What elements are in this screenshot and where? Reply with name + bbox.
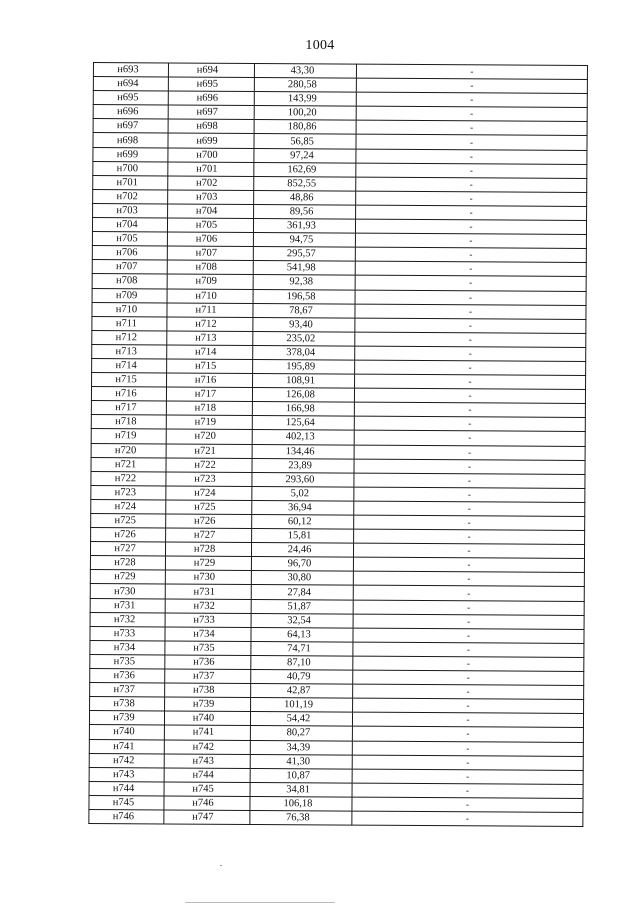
note-cell: - bbox=[355, 247, 586, 263]
length-cell: 54,42 bbox=[250, 712, 352, 727]
to-point-cell: н694 bbox=[168, 63, 254, 78]
note-cell: - bbox=[353, 628, 584, 644]
to-point-cell: н710 bbox=[167, 288, 253, 303]
note-cell: - bbox=[352, 712, 583, 728]
from-point-cell: н726 bbox=[91, 528, 166, 543]
page-bottom-rule bbox=[185, 902, 335, 903]
length-cell: 42,87 bbox=[251, 684, 353, 699]
length-cell: 108,91 bbox=[253, 374, 355, 389]
length-cell: 23,89 bbox=[252, 458, 354, 473]
to-point-cell: н702 bbox=[168, 176, 254, 191]
from-point-cell: н733 bbox=[90, 626, 165, 641]
to-point-cell: н716 bbox=[167, 373, 253, 388]
from-point-cell: н742 bbox=[89, 753, 164, 768]
from-point-cell: н705 bbox=[92, 232, 167, 247]
to-point-cell: н731 bbox=[165, 584, 251, 599]
note-cell: - bbox=[353, 600, 584, 616]
from-point-cell: н740 bbox=[89, 725, 164, 740]
note-cell: - bbox=[353, 571, 584, 587]
note-cell: - bbox=[354, 501, 585, 517]
length-cell: 96,70 bbox=[251, 557, 353, 572]
note-cell: - bbox=[352, 797, 583, 813]
note-cell: - bbox=[354, 416, 585, 432]
table-row bbox=[89, 809, 583, 826]
note-cell: - bbox=[355, 318, 586, 334]
length-cell: 92,38 bbox=[253, 275, 355, 290]
to-point-cell: н735 bbox=[165, 641, 251, 656]
from-point-cell: н714 bbox=[92, 358, 167, 373]
length-cell: 51,87 bbox=[251, 599, 353, 614]
note-cell: - bbox=[352, 811, 583, 827]
note-cell: - bbox=[355, 332, 586, 348]
note-cell: - bbox=[353, 586, 584, 602]
from-point-cell: н723 bbox=[91, 485, 166, 500]
from-point-cell: н711 bbox=[92, 316, 167, 331]
from-point-cell: н727 bbox=[90, 542, 165, 557]
length-cell: 195,89 bbox=[253, 359, 355, 374]
note-cell: - bbox=[353, 698, 584, 714]
from-point-cell: н738 bbox=[90, 697, 165, 712]
scan-mark bbox=[220, 865, 222, 866]
note-cell: - bbox=[356, 64, 587, 80]
to-point-cell: н701 bbox=[168, 162, 254, 177]
to-point-cell: н741 bbox=[164, 725, 250, 740]
length-cell: 94,75 bbox=[253, 233, 355, 248]
note-cell: - bbox=[356, 163, 587, 179]
length-cell: 180,86 bbox=[254, 120, 356, 135]
from-point-cell: н712 bbox=[92, 330, 167, 345]
length-cell: 295,57 bbox=[253, 247, 355, 262]
to-point-cell: н726 bbox=[166, 514, 252, 529]
to-point-cell: н736 bbox=[165, 655, 251, 670]
from-point-cell: н720 bbox=[91, 443, 166, 458]
note-cell: - bbox=[354, 388, 585, 404]
from-point-cell: н722 bbox=[91, 471, 166, 486]
from-point-cell: н715 bbox=[92, 373, 167, 388]
length-cell: 541,98 bbox=[253, 261, 355, 276]
to-point-cell: н696 bbox=[168, 91, 254, 106]
note-cell: - bbox=[352, 769, 583, 785]
length-cell: 36,94 bbox=[252, 500, 354, 515]
length-cell: 40,79 bbox=[251, 670, 353, 685]
note-cell: - bbox=[355, 276, 586, 292]
from-point-cell: н708 bbox=[92, 274, 167, 289]
length-cell: 76,38 bbox=[250, 810, 352, 825]
note-cell: - bbox=[352, 755, 583, 771]
length-cell: 196,58 bbox=[253, 289, 355, 304]
length-cell: 125,64 bbox=[252, 416, 354, 431]
length-cell: 74,71 bbox=[251, 641, 353, 656]
to-point-cell: н742 bbox=[164, 739, 250, 754]
from-point-cell: н697 bbox=[93, 119, 168, 134]
from-point-cell: н709 bbox=[92, 288, 167, 303]
to-point-cell: н704 bbox=[168, 204, 254, 219]
from-point-cell: н703 bbox=[93, 203, 168, 218]
to-point-cell: н730 bbox=[165, 570, 251, 585]
boundary-table-wrapper bbox=[88, 62, 588, 827]
from-point-cell: н735 bbox=[90, 654, 165, 669]
to-point-cell: н728 bbox=[165, 542, 251, 557]
from-point-cell: н739 bbox=[89, 711, 164, 726]
to-point-cell: н737 bbox=[165, 669, 251, 684]
note-cell: - bbox=[355, 374, 586, 390]
length-cell: 100,20 bbox=[254, 106, 356, 121]
length-cell: 78,67 bbox=[253, 303, 355, 318]
length-cell: 166,98 bbox=[252, 402, 354, 417]
to-point-cell: н738 bbox=[165, 683, 251, 698]
to-point-cell: н698 bbox=[168, 119, 254, 134]
length-cell: 143,99 bbox=[254, 92, 356, 107]
to-point-cell: н708 bbox=[167, 260, 253, 275]
note-cell: - bbox=[353, 557, 584, 573]
to-point-cell: н719 bbox=[166, 415, 252, 430]
length-cell: 24,46 bbox=[251, 543, 353, 558]
from-point-cell: н745 bbox=[89, 795, 164, 810]
length-cell: 56,85 bbox=[254, 134, 356, 149]
note-cell: - bbox=[355, 261, 586, 277]
length-cell: 97,24 bbox=[254, 148, 356, 163]
to-point-cell: н745 bbox=[164, 782, 250, 797]
length-cell: 10,87 bbox=[250, 768, 352, 783]
note-cell: - bbox=[356, 92, 587, 108]
note-cell: - bbox=[356, 149, 587, 165]
note-cell: - bbox=[355, 233, 586, 249]
from-point-cell: н730 bbox=[90, 584, 165, 599]
length-cell: 60,12 bbox=[252, 514, 354, 529]
to-point-cell: н727 bbox=[166, 528, 252, 543]
from-point-cell: н729 bbox=[90, 570, 165, 585]
to-point-cell: н723 bbox=[166, 472, 252, 487]
to-point-cell: н717 bbox=[166, 387, 252, 402]
to-point-cell: н734 bbox=[165, 627, 251, 642]
length-cell: 15,81 bbox=[252, 529, 354, 544]
from-point-cell: н701 bbox=[93, 175, 168, 190]
from-point-cell: н718 bbox=[91, 415, 166, 430]
from-point-cell: н746 bbox=[89, 809, 164, 824]
note-cell: - bbox=[354, 445, 585, 461]
note-cell: - bbox=[353, 656, 584, 672]
from-point-cell: н719 bbox=[91, 429, 166, 444]
to-point-cell: н732 bbox=[165, 599, 251, 614]
from-point-cell: н725 bbox=[91, 513, 166, 528]
length-cell: 280,58 bbox=[254, 78, 356, 93]
note-cell: - bbox=[356, 78, 587, 94]
note-cell: - bbox=[352, 783, 583, 799]
length-cell: 64,13 bbox=[251, 627, 353, 642]
note-cell: - bbox=[354, 473, 585, 489]
to-point-cell: н722 bbox=[166, 458, 252, 473]
length-cell: 134,46 bbox=[252, 444, 354, 459]
length-cell: 27,84 bbox=[251, 585, 353, 600]
length-cell: 852,55 bbox=[254, 176, 356, 191]
note-cell: - bbox=[354, 529, 585, 545]
note-cell: - bbox=[352, 727, 583, 743]
from-point-cell: н717 bbox=[91, 401, 166, 416]
from-point-cell: н695 bbox=[93, 91, 168, 106]
note-cell: - bbox=[355, 346, 586, 362]
length-cell: 361,93 bbox=[253, 219, 355, 234]
table-body bbox=[89, 63, 588, 827]
note-cell: - bbox=[354, 402, 585, 418]
from-point-cell: н724 bbox=[91, 499, 166, 514]
from-point-cell: н710 bbox=[92, 302, 167, 317]
from-point-cell: н743 bbox=[89, 767, 164, 782]
from-point-cell: н707 bbox=[92, 260, 167, 275]
from-point-cell: н734 bbox=[90, 640, 165, 655]
from-point-cell: н693 bbox=[93, 63, 168, 78]
length-cell: 235,02 bbox=[253, 331, 355, 346]
note-cell: - bbox=[356, 106, 587, 122]
to-point-cell: н724 bbox=[166, 486, 252, 501]
from-point-cell: н741 bbox=[89, 739, 164, 754]
to-point-cell: н746 bbox=[164, 796, 250, 811]
note-cell: - bbox=[353, 684, 584, 700]
to-point-cell: н713 bbox=[167, 331, 253, 346]
to-point-cell: н720 bbox=[166, 429, 252, 444]
to-point-cell: н725 bbox=[166, 500, 252, 515]
note-cell: - bbox=[354, 487, 585, 503]
from-point-cell: н737 bbox=[90, 683, 165, 698]
length-cell: 378,04 bbox=[253, 345, 355, 360]
note-cell: - bbox=[354, 459, 585, 475]
note-cell: - bbox=[356, 191, 587, 207]
from-point-cell: н713 bbox=[92, 344, 167, 359]
to-point-cell: н718 bbox=[166, 401, 252, 416]
to-point-cell: н743 bbox=[164, 754, 250, 769]
from-point-cell: н744 bbox=[89, 781, 164, 796]
to-point-cell: н703 bbox=[168, 190, 254, 205]
note-cell: - bbox=[355, 360, 586, 376]
length-cell: 43,30 bbox=[254, 63, 356, 78]
to-point-cell: н715 bbox=[167, 359, 253, 374]
to-point-cell: н744 bbox=[164, 768, 250, 783]
note-cell: - bbox=[352, 741, 583, 757]
to-point-cell: н729 bbox=[165, 556, 251, 571]
length-cell: 293,60 bbox=[252, 472, 354, 487]
to-point-cell: н695 bbox=[168, 77, 254, 92]
length-cell: 87,10 bbox=[251, 655, 353, 670]
note-cell: - bbox=[355, 219, 586, 235]
to-point-cell: н740 bbox=[164, 711, 250, 726]
to-point-cell: н707 bbox=[167, 246, 253, 261]
from-point-cell: н698 bbox=[93, 133, 168, 148]
length-cell: 30,80 bbox=[251, 571, 353, 586]
note-cell: - bbox=[354, 515, 585, 531]
to-point-cell: н697 bbox=[168, 105, 254, 120]
length-cell: 93,40 bbox=[253, 317, 355, 332]
from-point-cell: н736 bbox=[90, 669, 165, 684]
from-point-cell: н732 bbox=[90, 612, 165, 627]
note-cell: - bbox=[353, 614, 584, 630]
length-cell: 106,18 bbox=[250, 796, 352, 811]
from-point-cell: н694 bbox=[93, 77, 168, 92]
from-point-cell: н702 bbox=[93, 189, 168, 204]
length-cell: 126,08 bbox=[252, 388, 354, 403]
to-point-cell: н706 bbox=[167, 232, 253, 247]
to-point-cell: н714 bbox=[167, 345, 253, 360]
length-cell: 32,54 bbox=[251, 613, 353, 628]
note-cell: - bbox=[356, 177, 587, 193]
from-point-cell: н700 bbox=[93, 161, 168, 176]
from-point-cell: н704 bbox=[92, 218, 167, 233]
length-cell: 34,39 bbox=[250, 740, 352, 755]
from-point-cell: н696 bbox=[93, 105, 168, 120]
to-point-cell: н711 bbox=[167, 303, 253, 318]
from-point-cell: н731 bbox=[90, 598, 165, 613]
to-point-cell: н733 bbox=[165, 613, 251, 628]
to-point-cell: н721 bbox=[166, 443, 252, 458]
boundary-points-table bbox=[88, 62, 588, 827]
note-cell: - bbox=[356, 135, 587, 151]
page-number: 1004 bbox=[305, 38, 335, 53]
from-point-cell: н721 bbox=[91, 457, 166, 472]
from-point-cell: н716 bbox=[91, 387, 166, 402]
to-point-cell: н709 bbox=[167, 274, 253, 289]
length-cell: 89,56 bbox=[254, 204, 356, 219]
length-cell: 80,27 bbox=[250, 726, 352, 741]
note-cell: - bbox=[353, 543, 584, 559]
from-point-cell: н728 bbox=[90, 556, 165, 571]
note-cell: - bbox=[353, 670, 584, 686]
length-cell: 162,69 bbox=[254, 162, 356, 177]
to-point-cell: н747 bbox=[164, 810, 250, 825]
note-cell: - bbox=[356, 205, 587, 221]
length-cell: 41,30 bbox=[250, 754, 352, 769]
to-point-cell: н699 bbox=[168, 133, 254, 148]
length-cell: 5,02 bbox=[252, 486, 354, 501]
note-cell: - bbox=[356, 120, 587, 136]
length-cell: 34,81 bbox=[250, 782, 352, 797]
to-point-cell: н705 bbox=[167, 218, 253, 233]
note-cell: - bbox=[355, 290, 586, 306]
to-point-cell: н739 bbox=[165, 697, 251, 712]
length-cell: 48,86 bbox=[254, 190, 356, 205]
note-cell: - bbox=[353, 642, 584, 658]
to-point-cell: н712 bbox=[167, 317, 253, 332]
from-point-cell: н706 bbox=[92, 246, 167, 261]
length-cell: 101,19 bbox=[251, 698, 353, 713]
from-point-cell: н699 bbox=[93, 147, 168, 162]
length-cell: 402,13 bbox=[252, 430, 354, 445]
note-cell: - bbox=[354, 431, 585, 447]
note-cell: - bbox=[355, 304, 586, 320]
to-point-cell: н700 bbox=[168, 148, 254, 163]
